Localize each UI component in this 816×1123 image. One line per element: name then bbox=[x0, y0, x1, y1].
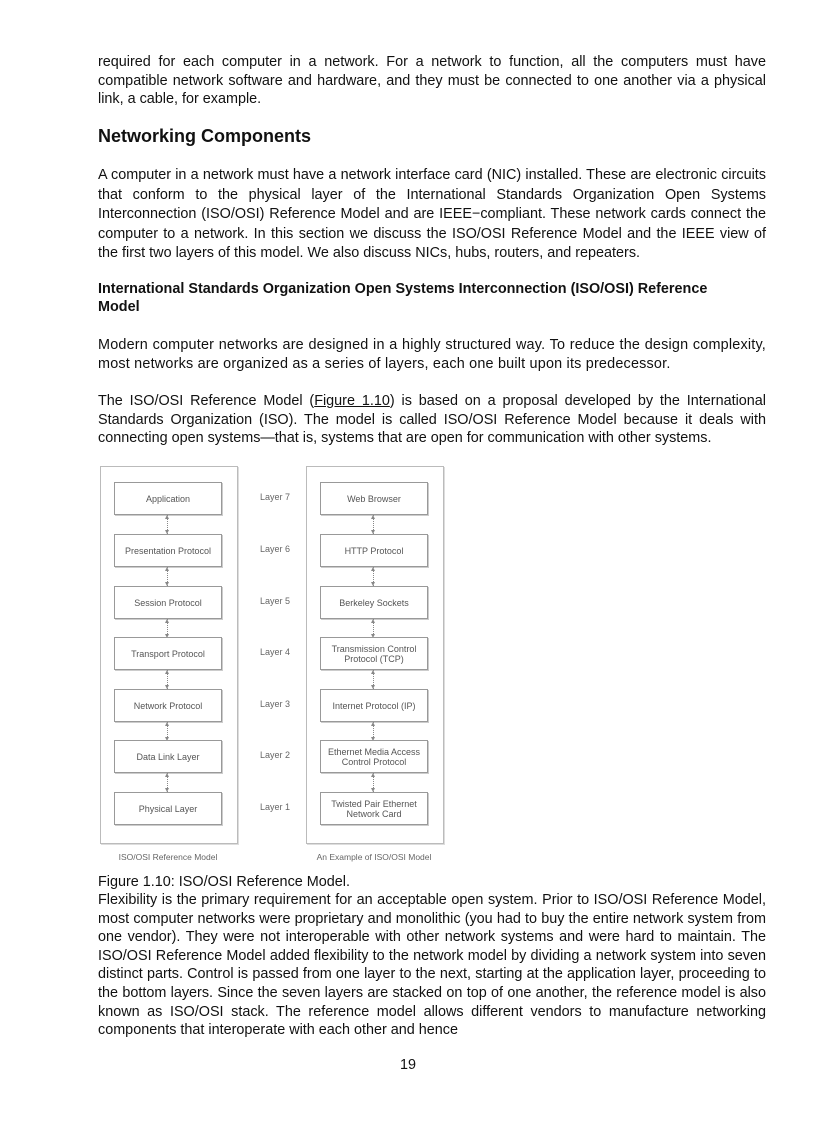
paragraph-components: A computer in a network must have a network interface card (NIC) installed. These are electronic circuits that conform to the physical layer of the International Standards Organization Open Systems Interconnection (ISO/OSI) Reference Model and are IEEE−compliant. These network cards connect the computer to a network. In this section we discuss the ISO/OSI Reference Model and the IEEE view of the first two layers of this model. We also discuss NICs, hubs, routers, and repeaters. bbox=[98, 167, 766, 261]
bidirectional-arrow-icon bbox=[373, 515, 374, 534]
text: ) is based on a proposal developed by the International Standards Organization (ISO). The model is called ISO/OSI Reference Model because it deals with connecting open systems—that is, systems that are open for communication with other systems. bbox=[98, 393, 766, 447]
page-number: 19 bbox=[399, 1057, 416, 1073]
osi-reference-panel bbox=[100, 466, 238, 844]
example-protocol-box: Twisted Pair Ethernet Network Card bbox=[320, 792, 428, 825]
bidirectional-arrow-icon bbox=[373, 722, 374, 741]
osi-layer-box: Session Protocol bbox=[114, 586, 222, 619]
section-heading: Networking Components bbox=[98, 126, 312, 146]
left-figure-caption: ISO/OSI Reference Model bbox=[118, 852, 218, 862]
osi-layer-box: Physical Layer bbox=[114, 792, 222, 825]
paragraph-iso-osi bbox=[98, 392, 766, 448]
bidirectional-arrow-icon bbox=[167, 722, 168, 741]
example-protocol-box: Internet Protocol (IP) bbox=[320, 689, 428, 722]
bidirectional-arrow-icon bbox=[373, 773, 374, 792]
layer-number-label: Layer 5 bbox=[259, 596, 291, 606]
layer-number-label: Layer 1 bbox=[259, 802, 291, 812]
bidirectional-arrow-icon bbox=[167, 567, 168, 586]
layer-number-label: Layer 3 bbox=[259, 699, 291, 709]
osi-layer-box: Data Link Layer bbox=[114, 740, 222, 773]
example-protocol-box: Berkeley Sockets bbox=[320, 586, 428, 619]
example-protocol-box: HTTP Protocol bbox=[320, 534, 428, 567]
osi-layer-box: Network Protocol bbox=[114, 689, 222, 722]
osi-layer-box: Transport Protocol bbox=[114, 637, 222, 670]
bidirectional-arrow-icon bbox=[373, 567, 374, 586]
bidirectional-arrow-icon bbox=[373, 670, 374, 689]
right-figure-caption: An Example of ISO/OSI Model bbox=[316, 852, 432, 862]
osi-layer-box: Application bbox=[114, 482, 222, 515]
paragraph-intro: required for each computer in a network. For a network to function, all the computers must have compatible network software and hardware, and they must be connected to one another via a physical link, a cable, for example. bbox=[98, 54, 766, 108]
bidirectional-arrow-icon bbox=[373, 619, 374, 638]
bidirectional-arrow-icon bbox=[167, 773, 168, 792]
example-protocol-box: Web Browser bbox=[320, 482, 428, 515]
figure-link[interactable]: Figure 1.10 bbox=[314, 393, 390, 409]
example-protocol-box: Transmission Control Protocol (TCP) bbox=[320, 637, 428, 670]
osi-example-panel bbox=[306, 466, 444, 844]
paragraph-modern-networks: Modern computer networks are designed in a highly structured way. To reduce the design complexity, most networks are organized as a series of layers, each one built upon its predecessor. bbox=[98, 337, 766, 372]
layer-number-label: Layer 2 bbox=[259, 750, 291, 760]
bidirectional-arrow-icon bbox=[167, 670, 168, 689]
subsection-heading: International Standards Organization Open Systems Interconnection (ISO/OSI) Reference Model bbox=[98, 281, 708, 315]
layer-number-label: Layer 6 bbox=[259, 544, 291, 554]
bidirectional-arrow-icon bbox=[167, 515, 168, 534]
layer-number-label: Layer 7 bbox=[259, 492, 291, 502]
example-protocol-box: Ethernet Media Access Control Protocol bbox=[320, 740, 428, 773]
paragraph-flexibility: Flexibility is the primary requirement for an acceptable open system. Prior to ISO/OSI Reference Model, most computer networks were proprietary and monolithic (you had to buy the entire network system from one vendor). They were not interoperable with other network systems and were hard to maintain. The ISO/OSI Reference Model added flexibility to the network model by dividing a network system into seven distinct parts. Control is passed from one layer to the next, starting at the application layer, proceeding to the bottom layers. Since the seven layers are stacked on top of one another, the reference model is also known as ISO/OSI stack. The reference model allows different vendors to manufacture networking components that interoperate with each other and hence bbox=[98, 892, 766, 1039]
bidirectional-arrow-icon bbox=[167, 619, 168, 638]
osi-layer-box: Presentation Protocol bbox=[114, 534, 222, 567]
layer-number-label: Layer 4 bbox=[259, 647, 291, 657]
text: The ISO/OSI Reference Model ( bbox=[98, 393, 315, 409]
figure-caption: Figure 1.10: ISO/OSI Reference Model. bbox=[98, 874, 350, 890]
